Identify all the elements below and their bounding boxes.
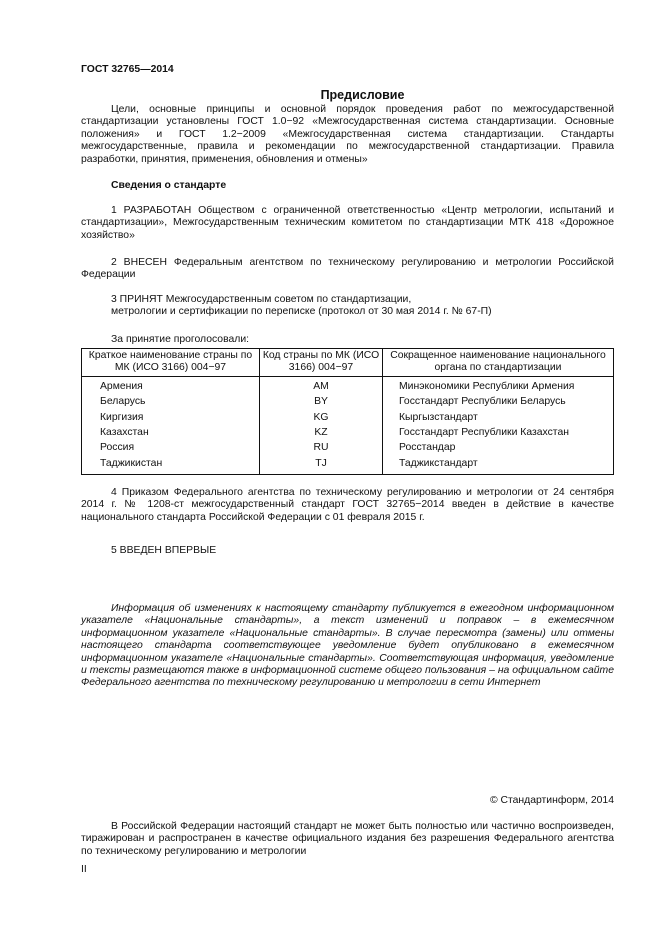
code-cell: KG	[260, 411, 383, 426]
voting-table-wrap	[81, 348, 614, 475]
item-3-line2: метрологии и сертификации по переписке (протокол от 30 мая 2014 г. № 67-П)	[111, 306, 492, 318]
code-cell: BY	[260, 395, 383, 410]
table-row	[82, 441, 614, 456]
item-3-line1: 3 ПРИНЯТ Межгосударственным советом по стандартизации,	[111, 294, 412, 305]
page-number: II	[81, 864, 87, 875]
body-cell: Минэкономики Республики Армения	[383, 376, 614, 395]
notice-paragraph: Информация об изменениях к настоящему стандарту публикуется в ежегодном информационном указателе «Национальные стандарты», а текст изменений и поправок – в ежемесячном информационном указателе «Национальные стандарты». В случае пересмотра (замены) или отмены настоящего стандарта соответствующее уведомление будет опубликовано в ежемесячном информационном указателе «Национальные стандарты». Соответствующая информация, уведомление и тексты размещаются также в информационной системе общего пользования – на официальном сайте Федерального агентства по техническому регулированию и метрологии в сети Интернет	[81, 603, 614, 689]
info-heading: Сведения о стандарте	[111, 180, 227, 191]
item-5: 5 ВВЕДЕН ВПЕРВЫЕ	[111, 545, 217, 556]
voted-label: За принятие проголосовали:	[111, 334, 250, 345]
body-cell: Таджикстандарт	[383, 457, 614, 475]
body-cell: Госстандарт Республики Казахстан	[383, 426, 614, 441]
column-header-code: Код страны по МК (ИСО 3166) 004−97	[260, 349, 383, 377]
item-1: 1 РАЗРАБОТАН Обществом с ограниченной ответственностью «Центр метрологии, испытаний и стандартизации», Межгосударственным техническим комитетом по стандартизации МТК 418 «Дорожное хозяйство»	[81, 205, 614, 241]
table-row	[82, 395, 614, 410]
column-header-country: Краткое наименование страны по МК (ИСО 3166) 004−97	[82, 349, 260, 377]
table-row	[82, 411, 614, 426]
intro-paragraph: Цели, основные принципы и основной порядок проведения работ по межгосударственной стандартизации установлены ГОСТ 1.0−92 «Межгосударственная система стандартизации. Основные положения» и ГОСТ 1.2−2009 «Межгосударственная система стандартизации. Стандарты межгосударственные, правила и рекомендации по межгосударственной стандартизации. Правила разработки, принятия, применения, обновления и отмены»	[81, 104, 614, 165]
table-row	[82, 376, 614, 395]
country-cell: Беларусь	[82, 395, 260, 410]
body-cell: Кыргызстандарт	[383, 411, 614, 426]
code-cell: RU	[260, 441, 383, 456]
code-cell: AM	[260, 376, 383, 395]
body-cell: Госстандарт Республики Беларусь	[383, 395, 614, 410]
country-cell: Армения	[82, 376, 260, 395]
country-cell: Россия	[82, 441, 260, 456]
document-header: ГОСТ 32765—2014	[81, 64, 174, 75]
item-2: 2 ВНЕСЕН Федеральным агентством по техническому регулированию и метрологии Российской Федерации	[81, 257, 614, 281]
code-cell: KZ	[260, 426, 383, 441]
table-row	[82, 457, 614, 475]
rights-paragraph: В Российской Федерации настоящий стандарт не может быть полностью или частично воспроизведен, тиражирован и распространен в качестве официального издания без разрешения Федерального агентства по техническому регулированию и метрологии	[81, 821, 614, 857]
item-3	[111, 294, 614, 319]
country-cell: Киргизия	[82, 411, 260, 426]
voting-table	[81, 348, 614, 475]
page-title: Предисловие	[320, 88, 405, 102]
item-4: 4 Приказом Федерального агентства по техническому регулированию и метрологии от 24 сентября 2014 г. № 1208-ст межгосударственный стандарт ГОСТ 32765−2014 введен в действие в качестве национального стандарта Российской Федерации с 01 февраля 2015 г.	[81, 487, 614, 523]
country-cell: Таджикистан	[82, 457, 260, 475]
body-cell: Росстандар	[383, 441, 614, 456]
column-header-body: Сокращенное наименование национального органа по стандартизации	[383, 349, 614, 377]
copyright: © Стандартинформ, 2014	[489, 795, 614, 806]
country-cell: Казахстан	[82, 426, 260, 441]
table-row	[82, 426, 614, 441]
code-cell: TJ	[260, 457, 383, 475]
